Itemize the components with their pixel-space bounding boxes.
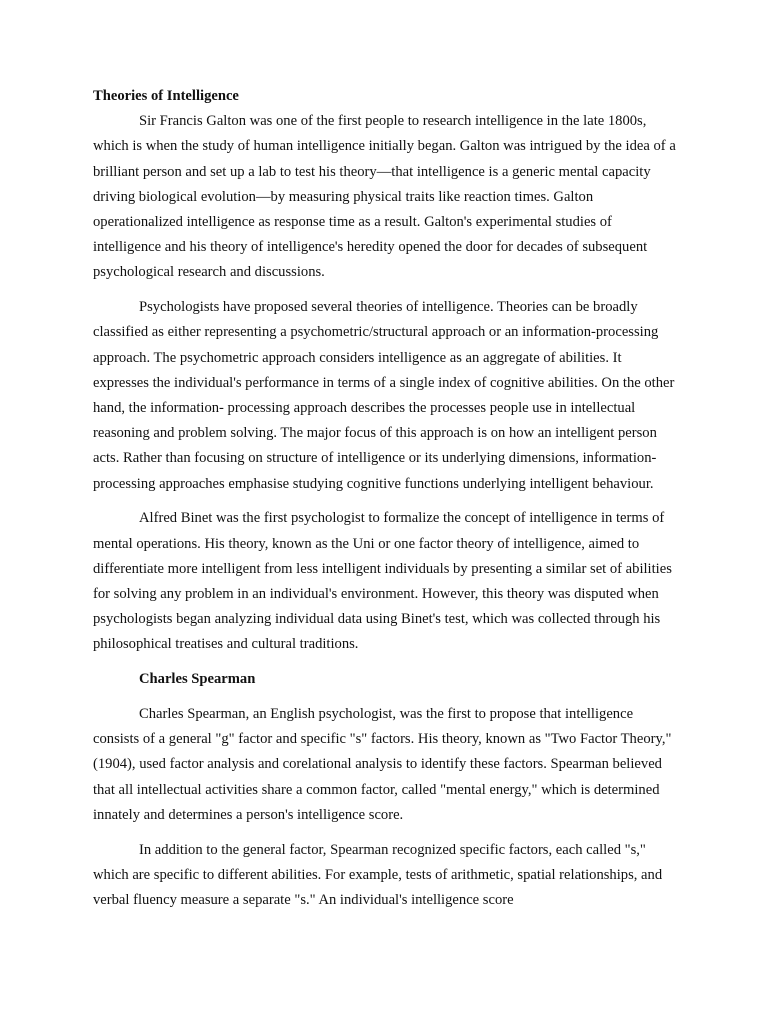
paragraph-spearman: Charles Spearman, an English psychologist, was the first to propose that intelligence consists of a general "g" factor and specific "s" factors. His theory, known as "Two Factor Theory," (1904), used factor analysis and corelational analysis to identify these factors. Spearman believed that all intellectual activities share a common factor, called "mental energy," which is determined innately and determines a person's intelligence score. bbox=[93, 706, 672, 823]
section-heading-spearman: Charles Spearman bbox=[139, 671, 256, 688]
document-title: Theories of Intelligence bbox=[93, 88, 239, 104]
paragraph-binet: Alfred Binet was the first psychologist to formalize the concept of intelligence in terms of mental operations. His theory, known as the Uni or one factor theory of intelligence, aimed to differentiate more intelligent from less intelligent individuals by presenting a similar set of abilities for solving any problem in an individual's environment. However, this theory was disputed when psychologists began analyzing individual data using Binet's test, which was collected through his philosophical treatises and cultural traditions. bbox=[93, 510, 672, 653]
paragraph-theories: Psychologists have proposed several theories of intelligence. Theories can be broadly classified as either representing a psychometric/structural approach or an information-processing approach. The psychometric approach considers intelligence as an aggregate of abilities. It expresses the individual's performance in terms of a single index of cognitive abilities. On the other hand, the information- processing approach describes the processes people use in intellectual reasoning and problem solving. The major focus of this approach is on how an intelligent person acts. Rather than focusing on structure of intelligence or its underlying dimensions, information- processing approaches emphasise studying cognitive functions underlying intelligent behaviour. bbox=[93, 299, 675, 492]
paragraph-galton: Sir Francis Galton was one of the first people to research intelligence in the late 1800s, which is when the study of human intelligence initially began. Galton was intrigued by the idea of a brilliant person and set up a lab to test his theory—that intelligence is a generic mental capacity driving biological evolution—by measuring physical traits like reaction times. Galton operationalized intelligence as response time as a result. Galton's experimental studies of intelligence and his theory of intelligence's heredity opened the door for decades of subsequent psychological research and discussions. bbox=[93, 113, 676, 281]
paragraph-specific-factors: In addition to the general factor, Spearman recognized specific factors, each called "s," which are specific to different abilities. For example, tests of arithmetic, spatial relationships, and verbal fluency measure a separate "s." An individual's intelligence score bbox=[93, 841, 663, 909]
document-page bbox=[93, 84, 677, 923]
